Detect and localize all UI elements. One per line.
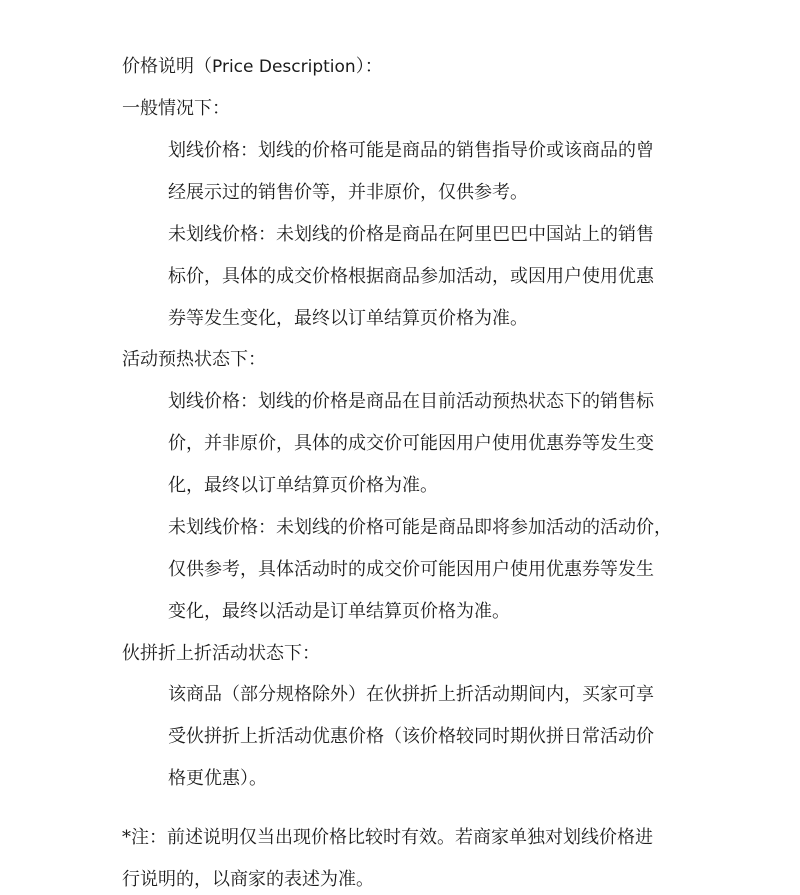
paragraph-line: 格更优惠）。	[168, 768, 267, 789]
section-heading: 一般情况下：	[122, 98, 230, 119]
page-title	[122, 56, 383, 78]
paragraph-line: 未划线价格：未划线的价格可能是商品即将参加活动的活动价，	[168, 517, 672, 538]
title-english: Price Description	[212, 57, 356, 77]
section-heading: 伙拼折上折活动状态下：	[122, 643, 320, 664]
paragraph-line: 受伙拼折上折活动优惠价格（该价格较同时期伙拼日常活动价	[168, 726, 654, 747]
paragraph-line: 划线价格：划线的价格可能是商品的销售指导价或该商品的曾	[168, 140, 654, 161]
note-line: 行说明的，以商家的表述为准。	[122, 869, 374, 890]
paragraph-line: 划线价格：划线的价格是商品在目前活动预热状态下的销售标	[168, 391, 654, 412]
paragraph-line: 标价，具体的成交价格根据商品参加活动，或因用户使用优惠	[168, 266, 654, 287]
paragraph-line: 经展示过的销售价等，并非原价，仅供参考。	[168, 182, 528, 203]
paragraph-line: 价，并非原价，具体的成交价可能因用户使用优惠券等发生变	[168, 433, 654, 454]
paragraph-line: 该商品（部分规格除外）在伙拼折上折活动期间内，买家可享	[168, 684, 654, 705]
paragraph-line: 未划线价格：未划线的价格是商品在阿里巴巴中国站上的销售	[168, 224, 654, 245]
title-suffix: ）：	[355, 56, 383, 77]
paragraph-line: 化，最终以订单结算页价格为准。	[168, 475, 438, 496]
section-heading: 活动预热状态下：	[122, 349, 266, 370]
paragraph-line: 仅供参考，具体活动时的成交价可能因用户使用优惠券等发生	[168, 559, 654, 580]
paragraph-line: 变化，最终以活动是订单结算页价格为准。	[168, 601, 510, 622]
paragraph-line: 券等发生变化，最终以订单结算页价格为准。	[168, 308, 528, 329]
note-line: *注：前述说明仅当出现价格比较时有效。若商家单独对划线价格进	[122, 827, 653, 848]
title-prefix: 价格说明（	[122, 56, 212, 77]
